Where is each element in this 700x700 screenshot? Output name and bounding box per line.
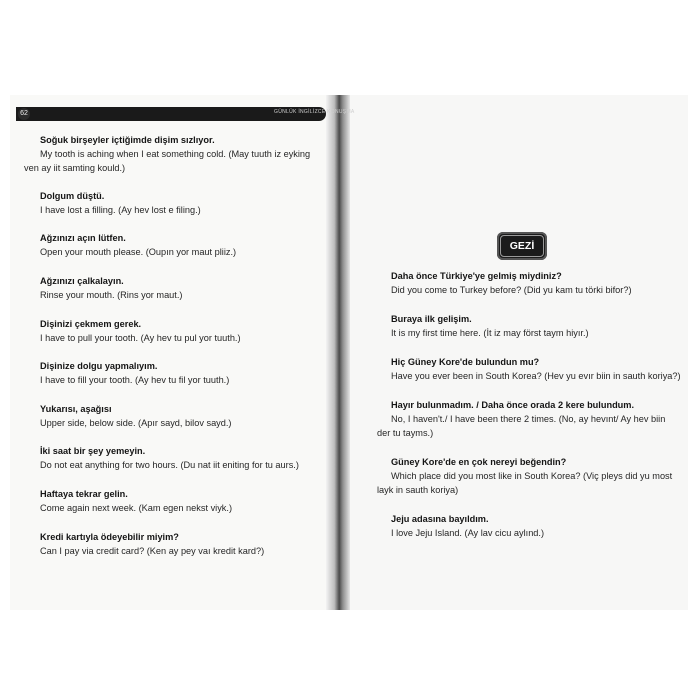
page-number: 62: [18, 108, 30, 120]
phrase-entry: [391, 269, 683, 297]
book-gutter: [326, 95, 350, 610]
phrase-entry: [40, 317, 322, 345]
turkish-phrase: Güney Kore'de en çok nereyi beğendin?: [391, 457, 567, 467]
english-translation: Come again next week. (Kam egen nekst viyk.): [40, 503, 233, 513]
english-translation: Did you come to Turkey before? (Did yu kam tu törki bifor?): [391, 285, 632, 295]
phrase-entry: [377, 398, 683, 440]
section-badge: [497, 232, 547, 260]
turkish-phrase: Buraya ilk gelişim.: [391, 314, 472, 324]
english-translation: Rinse your mouth. (Rins yor maut.): [40, 290, 183, 300]
phrase-entry: [40, 274, 322, 302]
english-translation: It is my first time here. (İt iz may först taym hiyır.): [391, 328, 589, 338]
turkish-phrase: Dişinize dolgu yapmalıyım.: [40, 361, 158, 371]
phrase-entry: [40, 359, 322, 387]
phrase-entry: [391, 512, 683, 540]
turkish-phrase: Haftaya tekrar gelin.: [40, 489, 128, 499]
english-translation: Which place did you most like in South Korea? (Viç pleys did yu most: [391, 471, 673, 481]
phrase-entry: [377, 455, 683, 497]
english-translation: Do not eat anything for two hours. (Du nat iit eniting for tu aurs.): [40, 460, 299, 470]
turkish-phrase: Hiç Güney Kore'de bulundun mu?: [391, 357, 540, 367]
turkish-phrase: İki saat bir şey yemeyin.: [40, 446, 146, 456]
english-translation: Have you ever been in South Korea? (Hev yu evır biin in sauth koriya?): [391, 371, 681, 381]
phrase-entry: [40, 487, 322, 515]
turkish-phrase: Ağzınızı çalkalayın.: [40, 276, 124, 286]
english-translation: Can I pay via credit card? (Ken ay pey vaı kredit kard?): [40, 546, 265, 556]
phrase-entry: [40, 444, 322, 472]
phrase-entry: [40, 189, 322, 217]
turkish-phrase: Dolgum düştü.: [40, 191, 105, 201]
running-header-title: GÜNLÜK İNGİLİZCE KONUŞMA: [274, 109, 355, 115]
phrase-entry: [391, 312, 683, 340]
turkish-phrase: Kredi kartıyla ödeyebilir miyim?: [40, 532, 179, 542]
phrase-entry: [391, 355, 683, 383]
phrase-entry: [40, 231, 322, 259]
english-translation: Upper side, below side. (Apır sayd, bilov sayd.): [40, 418, 232, 428]
phrase-entry: [40, 402, 322, 430]
turkish-phrase: Yukarısı, aşağısı: [40, 404, 112, 414]
phrase-entry: [24, 133, 322, 175]
english-translation: I have lost a filling. (Ay hev lost e filing.): [40, 205, 201, 215]
english-translation-continued: layk in sauth koriya): [377, 485, 459, 495]
turkish-phrase: Jeju adasına bayıldım.: [391, 514, 489, 524]
english-translation: My tooth is aching when I eat something cold. (May tuuth iz eyking: [40, 149, 311, 159]
page-header-bar: [16, 107, 355, 121]
english-translation: I love Jeju Island. (Ay lav cicu aylınd.): [391, 528, 545, 538]
turkish-phrase: Daha önce Türkiye'ye gelmiş miydiniz?: [391, 271, 562, 281]
turkish-phrase: Ağzınızı açın lütfen.: [40, 233, 126, 243]
english-translation: No, I haven't./ I have been there 2 times. (No, ay hevınt/ Ay hev biin: [391, 414, 666, 424]
phrase-entry: [40, 530, 322, 558]
turkish-phrase: Soğuk birşeyler içtiğimde dişim sızlıyor.: [40, 135, 215, 145]
english-translation: I have to pull your tooth. (Ay hev tu pul yor tuuth.): [40, 333, 241, 343]
right-phrase-list: [377, 269, 683, 540]
left-phrase-list: [24, 133, 322, 558]
english-translation-continued: der tu tayms.): [377, 428, 434, 438]
section-badge-label: GEZİ: [500, 235, 544, 257]
english-translation: Open your mouth please. (Oupın yor maut pliiz.): [40, 247, 237, 257]
turkish-phrase: Dişinizi çekmem gerek.: [40, 319, 142, 329]
turkish-phrase: Hayır bulunmadım. / Daha önce orada 2 kere bulundum.: [391, 400, 635, 410]
english-translation: I have to fill your tooth. (Ay hev tu fil yor tuuth.): [40, 375, 230, 385]
english-translation-continued: ven ay iit samting kould.): [24, 163, 126, 173]
